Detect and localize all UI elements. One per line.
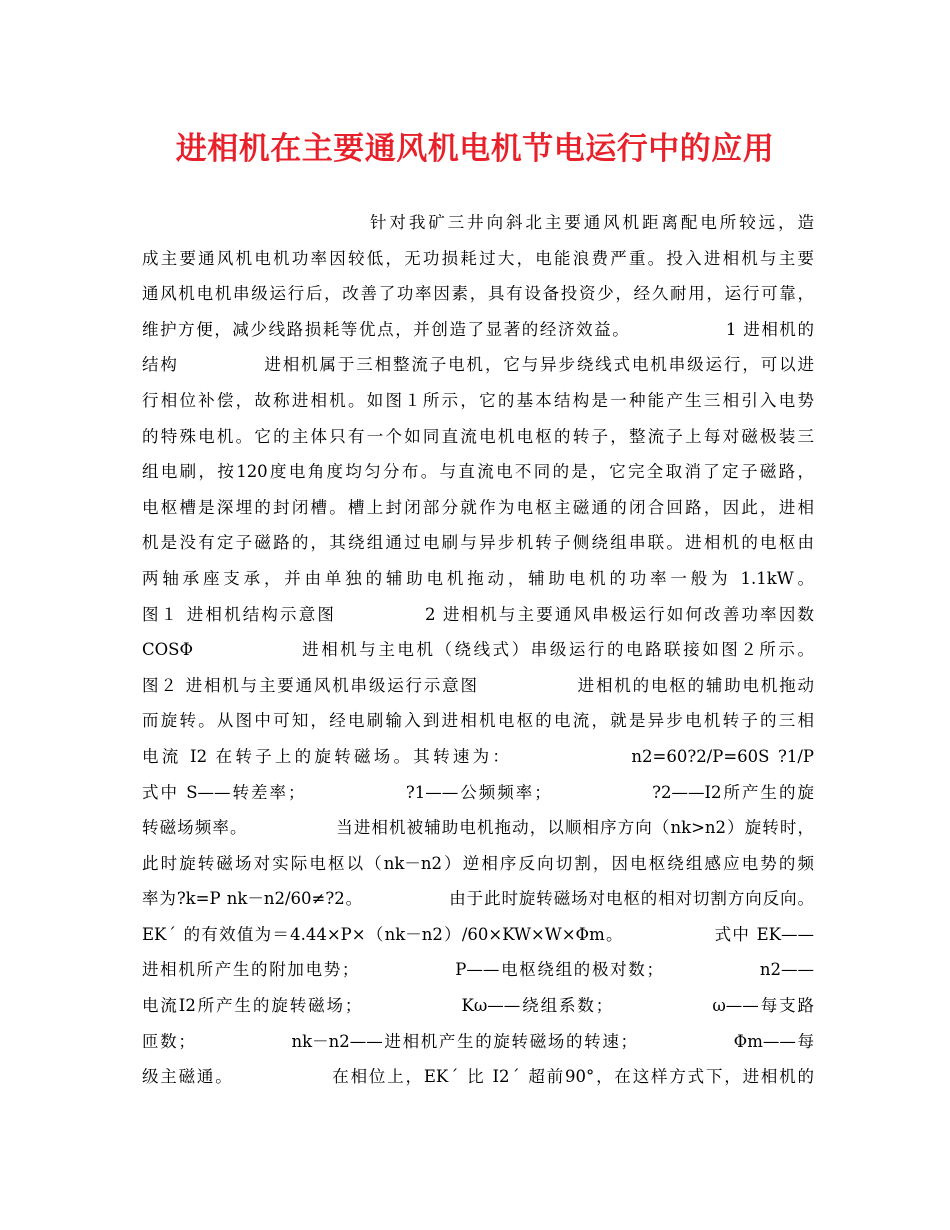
document-title: 进相机在主要通风机电机节电运行中的应用 [175, 131, 775, 167]
body-line: 而旋转。从图中可知，经电刷输入到进相机电枢的电流，就是异步电机转子的三相 [142, 711, 814, 731]
body-line: 机是没有定子磁路的，其绕组通过电刷与异步机转子侧绕组串联。进相机的电枢由 [142, 533, 814, 553]
body-line: 的特殊电机。它的主体只有一个如同直流电机电枢的转子，整流子上每对磁极装三 [142, 426, 814, 446]
body-text [142, 205, 814, 1095]
body-line: 两轴承座支承，并由单独的辅助电机拖动，辅助电机的功率一般为 1.1kW。 [142, 568, 814, 588]
body-line: 针对我矿三井向斜北主要通风机距离配电所较远，造 [370, 213, 814, 232]
body-line: 通风机电机串级运行后，改善了功率因素，具有设备投资少，经久耐用，运行可靠， [142, 284, 814, 304]
body-line: 转磁场频率。 当进相机被辅助电机拖动，以顺相序方向（nk>n2）旋转时， [142, 818, 814, 838]
body-line: 维护方便，减少线路损耗等优点，并创造了显著的经济效益。 1 进相机的 [142, 319, 814, 339]
body-line: COSΦ 进相机与主电机（绕线式）串级运行的电路联接如图２所示。 [142, 640, 814, 660]
body-line: 级主磁通。 在相位上，EKˊ 比 I2ˊ 超前90°，在这样方式下，进相机的 [142, 1067, 814, 1087]
body-line: 图１ 进相机结构示意图 2 进相机与主要通风串极运行如何改善功率因数 [142, 604, 814, 624]
body-line: EKˊ 的有效值为＝4.44×P×（nk－n2）/60×KW×W×Φm。 式中 EK—— [142, 924, 814, 944]
body-line: 电流 I2 在转子上的旋转磁场。其转速为： n2=60?2/P=60S ?1/P [142, 746, 814, 766]
body-line: 电流I2所产生的旋转磁场； Kω——绕组系数； ω——每支路 [142, 996, 814, 1016]
body-line: 率为?k=P nk－n2/60≠?2。 由于此时旋转磁场对电枢的相对切割方向反向。 [142, 889, 814, 909]
body-line: 进相机所产生的附加电势； P——电枢绕组的极对数； n2—— [142, 960, 814, 980]
body-line: 式中 S——转差率； ?1——公频频率； ?2——I2所产生的旋 [142, 782, 814, 802]
body-line: 成主要通风机电机功率因较低，无功损耗过大，电能浪费严重。投入进相机与主要 [142, 248, 814, 268]
body-line: 匝数； nk－n2——进相机产生的旋转磁场的转速； Φm——每 [142, 1031, 814, 1051]
body-line: 行相位补偿，故称进相机。如图１所示，它的基本结构是一种能产生三相引入电势 [142, 390, 814, 410]
body-line: 图２ 进相机与主要通风机串级运行示意图 进相机的电枢的辅助电机拖动 [142, 675, 814, 695]
body-line: 组电刷，按120度电角度均匀分布。与直流电不同的是，它完全取消了定子磁路， [142, 462, 814, 482]
body-line: 此时旋转磁场对实际电枢以（nk－n2）逆相序反向切割，因电枢绕组感应电势的频 [142, 853, 814, 873]
body-line: 结构 进相机属于三相整流子电机，它与异步绕线式电机串级运行，可以进 [142, 355, 814, 375]
body-line: 电枢槽是深埋的封闭槽。槽上封闭部分就作为电枢主磁通的闭合回路，因此，进相 [142, 497, 814, 517]
